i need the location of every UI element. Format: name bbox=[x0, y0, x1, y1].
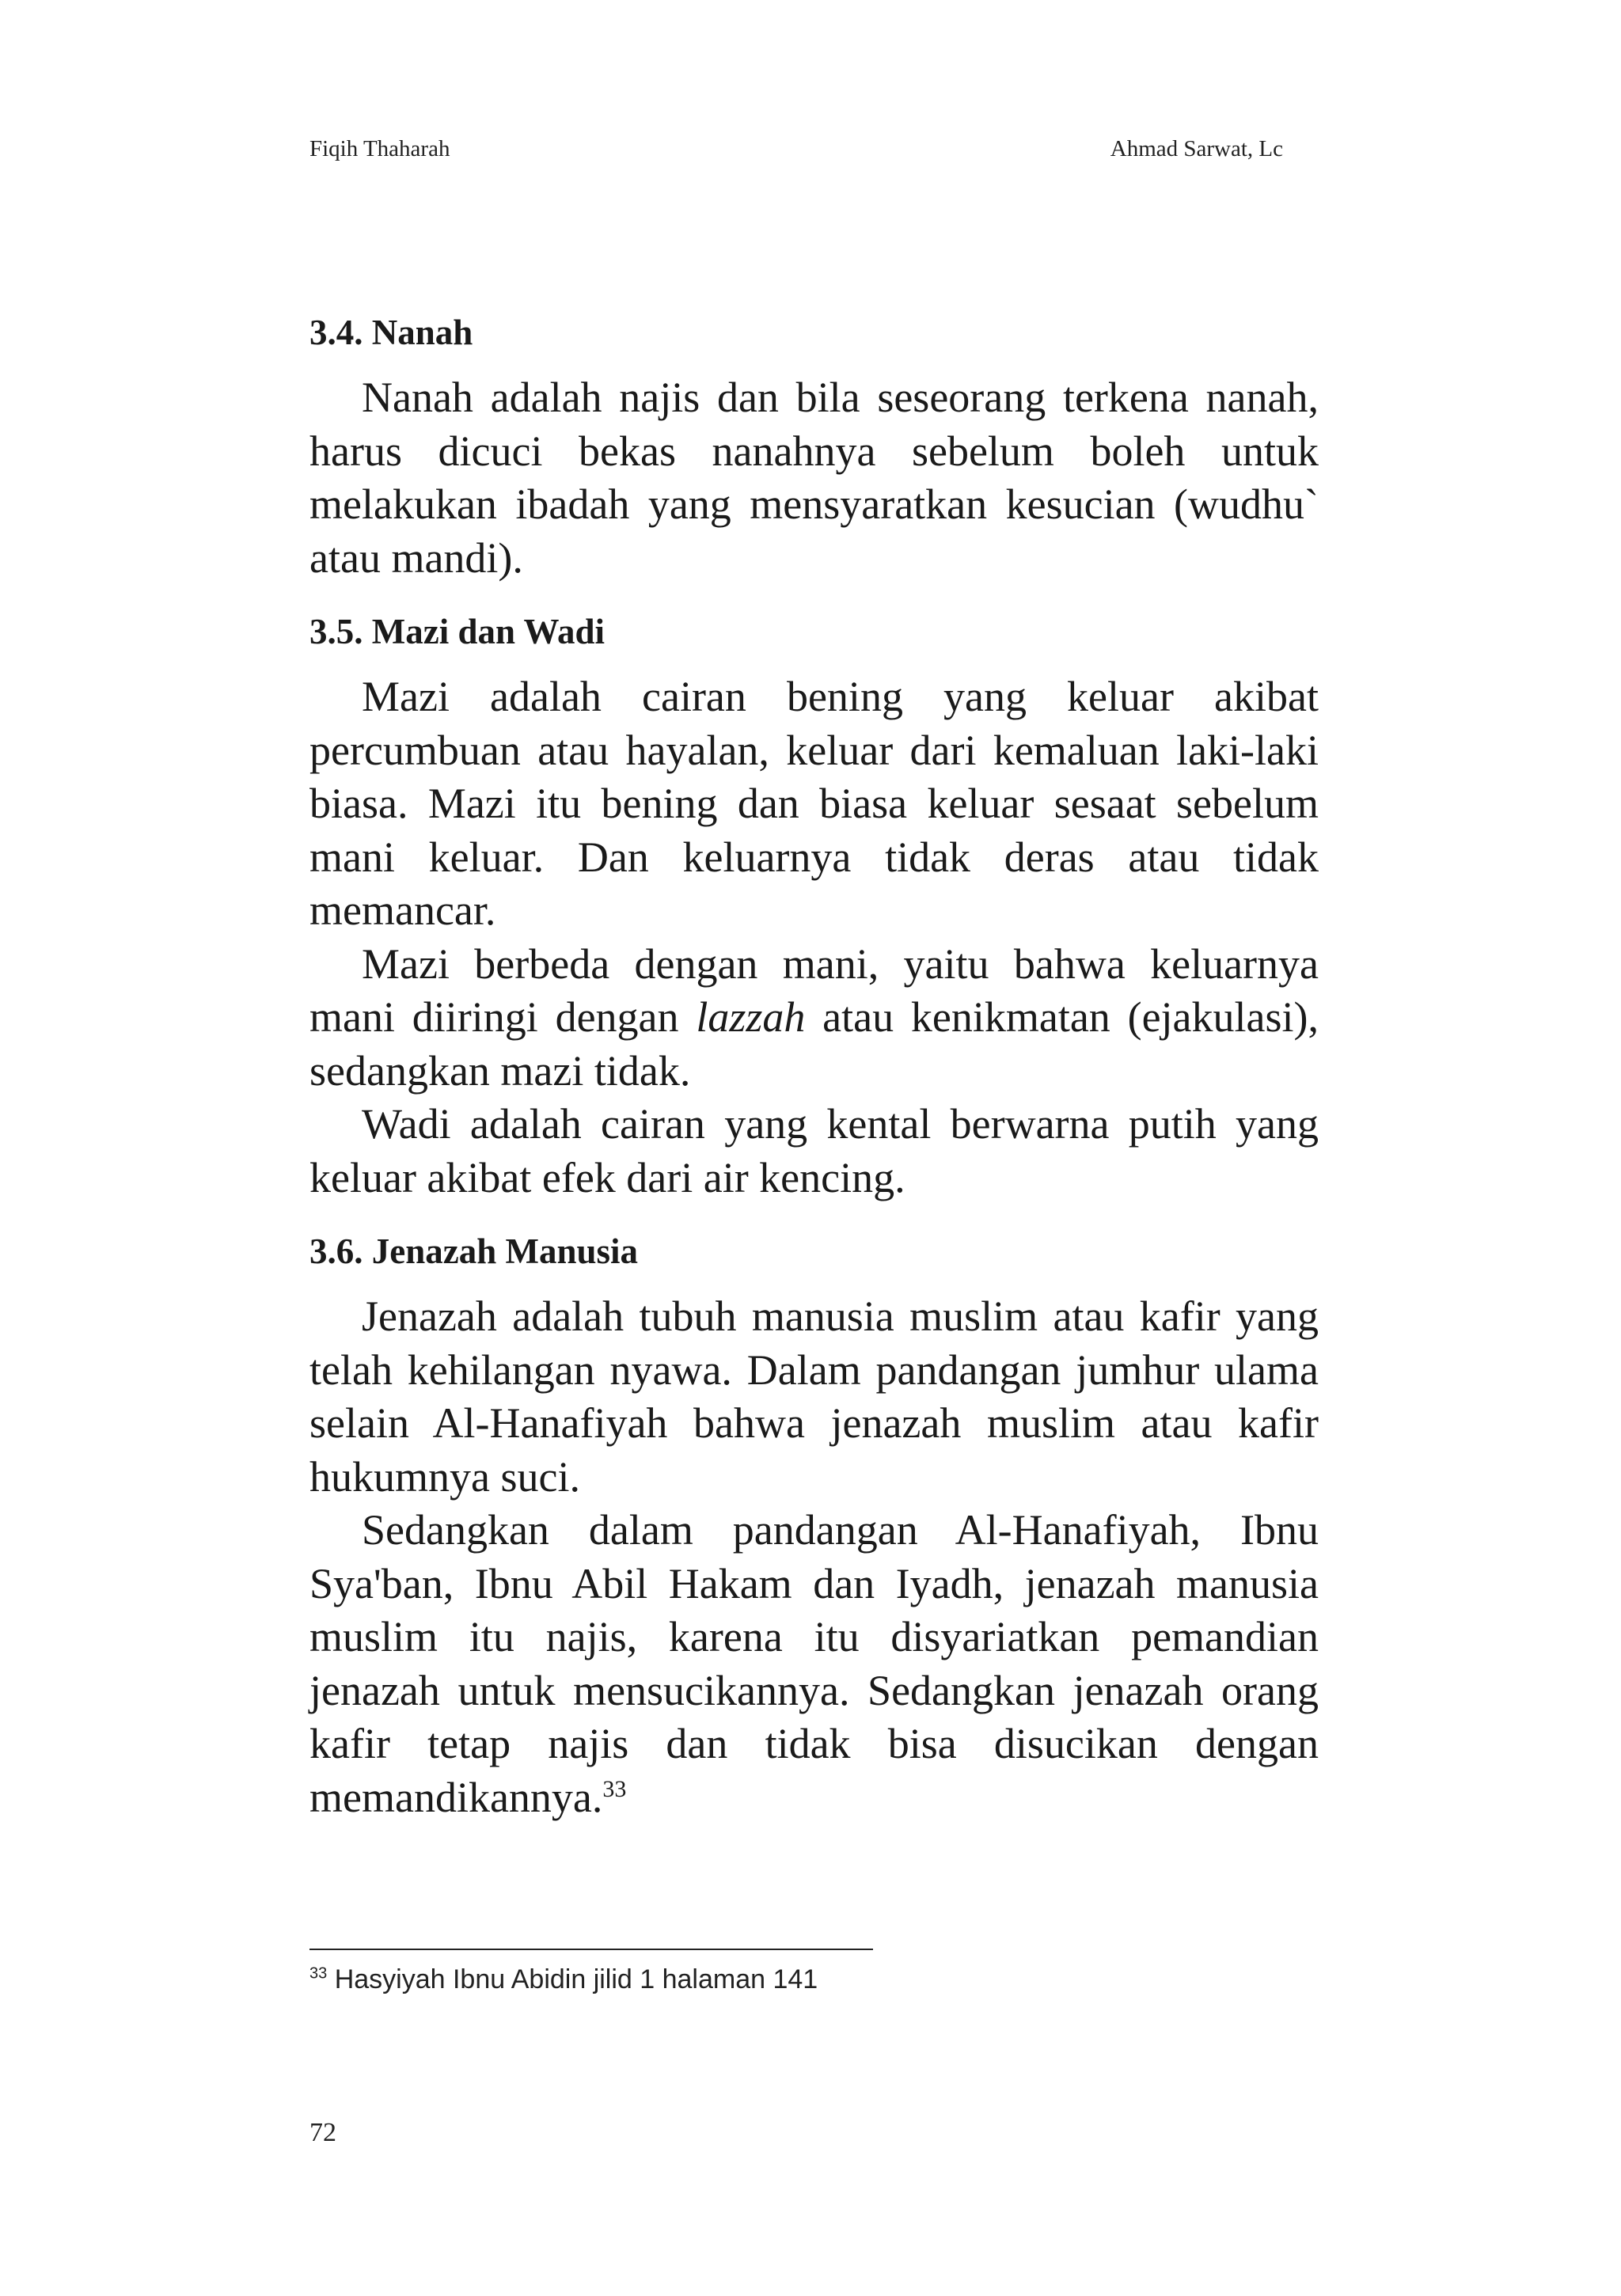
paragraph-jenazah-hanafiyah bbox=[309, 1504, 1319, 1824]
author-name: Ahmad Sarwat, Lc bbox=[1110, 136, 1283, 161]
paragraph-nanah: Nanah adalah najis dan bila seseorang terkena nanah, harus dicuci bekas nanahnya sebelum boleh untuk melakukan ibadah yang mensyaratkan kesucian (wudhu` atau mandi). bbox=[309, 374, 1319, 582]
book-title: Fiqih Thaharah bbox=[309, 136, 450, 161]
page-number: 72 bbox=[309, 2118, 336, 2147]
section-heading-nanah: 3.4. Nanah bbox=[309, 313, 473, 352]
paragraph-mazi-vs-mani bbox=[309, 938, 1319, 1099]
paragraph-jenazah-definition: Jenazah adalah tubuh manusia muslim atau kafir yang telah kehilangan nyawa. Dalam pandangan jumhur ulama selain Al-Hanafiyah bahwa jenazah muslim atau kafir hukumnya suci. bbox=[309, 1292, 1319, 1501]
footnote-number: 33 bbox=[309, 1964, 328, 1983]
footnote-reference[interactable]: 33 bbox=[602, 1775, 627, 1802]
main-content bbox=[309, 305, 1319, 1824]
section-heading-jenazah: 3.6. Jenazah Manusia bbox=[309, 1231, 639, 1271]
footnote bbox=[309, 1964, 818, 1995]
italic-term: lazzah bbox=[696, 993, 806, 1041]
section-heading-mazi-wadi: 3.5. Mazi dan Wadi bbox=[309, 612, 605, 651]
running-header bbox=[309, 136, 1283, 162]
paragraph-wadi: Wadi adalah cairan yang kental berwarna putih yang keluar akibat efek dari air kencing. bbox=[309, 1100, 1319, 1201]
paragraph-mazi-definition: Mazi adalah cairan bening yang keluar akibat percumbuan atau hayalan, keluar dari kemaluan laki-laki biasa. Mazi itu bening dan biasa keluar sesaat sebelum mani keluar. Dan keluarnya tidak deras atau tidak memancar. bbox=[309, 673, 1319, 934]
footnote-separator bbox=[309, 1949, 873, 1950]
footnote-text: Hasyiyah Ibnu Abidin jilid 1 halaman 141 bbox=[334, 1964, 818, 1994]
text-run: Mazi berbeda dengan mani, yaitu bahwa keluarnya mani diiringi dengan bbox=[309, 939, 1319, 1041]
text-run: atau kenikmatan (ejakulasi), sedangkan mazi tidak. bbox=[309, 993, 1319, 1095]
text-run: Sedangkan dalam pandangan Al-Hanafiyah, Ibnu Sya'ban, Ibnu Abil Hakam dan Iyadh, jenazah manusia muslim itu najis, karena itu disyariatkan pemandian jenazah untuk mensucikannya. Sedangkan jenazah orang kafir tetap najis dan tidak bisa disucikan dengan memandikannya. bbox=[309, 1506, 1319, 1821]
